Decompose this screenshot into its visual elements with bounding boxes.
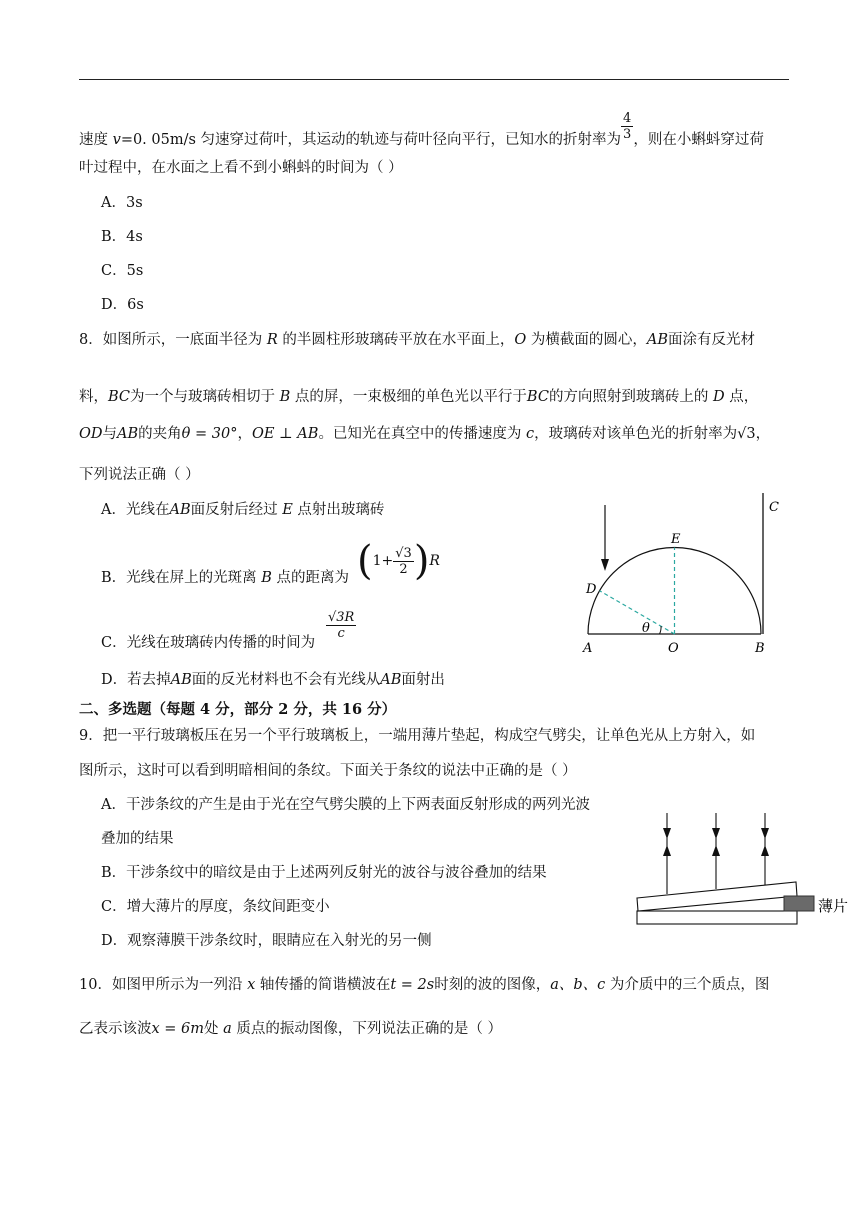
option-text: A．光线在 <box>101 502 170 518</box>
oe-perp-ab: OE ⊥ AB <box>251 426 319 442</box>
down-arrow-icon <box>712 828 720 839</box>
q8-text: 。已知光在真空中的传播速度为 <box>318 426 527 442</box>
label-b: B <box>755 641 765 656</box>
fraction-denominator: 2 <box>399 561 408 577</box>
q8-text: ， <box>755 426 771 442</box>
q8-text: 8．如图所示，一底面半径为 <box>79 332 267 348</box>
q8-text: 点的屏，一束极细的单色光以平行于 <box>290 389 527 405</box>
q7-text: =0. 05m/s 匀速穿过荷叶，其运动的轨迹与荷叶径向平行，已知水的折射率为 <box>120 132 622 148</box>
header-rule <box>79 79 789 80</box>
q8-line1 <box>79 330 755 350</box>
bc-symbol: BC <box>526 389 549 405</box>
q7-option-c[interactable]: C．5s <box>101 263 144 279</box>
fraction-numerator: √3R <box>328 610 355 625</box>
q8-text: ， <box>237 426 252 442</box>
q9-air-wedge-figure <box>632 808 854 930</box>
fraction-denominator: c <box>337 626 345 641</box>
ab-symbol: AB <box>170 672 192 688</box>
q8-text: 为一个与玻璃砖相切于 <box>130 389 280 405</box>
q10-text: 时刻的波的图像， <box>434 977 551 993</box>
q9-option-a-line1[interactable]: A．干涉条纹的产生是由于光在空气劈尖膜的上下两表面反射形成的两列光波 <box>101 797 590 813</box>
d-symbol: D <box>713 389 725 405</box>
position-equation: x = 6m <box>151 1021 205 1037</box>
q10-text: 质点的振动图像，下列说法正确的是（ ） <box>231 1021 503 1037</box>
q8-option-c[interactable] <box>101 633 315 653</box>
q10-text: 乙表示该波 <box>79 1021 152 1037</box>
q10-text: 为介质中的三个质点，图 <box>605 977 770 993</box>
q8-line3 <box>79 424 770 444</box>
option-text: 面的反光材料也不会有光线从 <box>191 672 381 688</box>
q8-text: ，玻璃砖对该单色光的折射率为 <box>534 426 738 442</box>
q8-text: 的方向照射到玻璃砖上的 <box>548 389 714 405</box>
q10-line1 <box>79 975 769 995</box>
q8-semicircle-figure <box>575 485 785 660</box>
radius-symbol: R <box>266 332 278 348</box>
q7-option-d[interactable]: D．6s <box>101 297 144 313</box>
od-symbol: OD <box>79 426 103 442</box>
c-symbol: c <box>526 426 535 442</box>
points-abc: a、b、c <box>550 977 606 993</box>
ab-symbol: AB <box>646 332 669 348</box>
option-b-expression <box>357 538 440 584</box>
down-arrow-icon <box>663 828 671 839</box>
fraction-numerator: √3 <box>395 545 412 561</box>
light-ray-1 <box>663 813 671 894</box>
q7-line1 <box>79 110 764 150</box>
sqrt3-value: √3 <box>737 426 756 442</box>
q8-text: 面涂有反光材 <box>668 332 756 348</box>
q8-line4: 下列说法正确（ ） <box>79 467 200 483</box>
q8-text: 与 <box>102 426 118 442</box>
q9-line2: 图所示，这时可以看到明暗相间的条纹。下面关于条纹的说法中正确的是（ ） <box>79 763 577 779</box>
fraction-numerator: 4 <box>623 110 632 126</box>
fraction-denominator: 3 <box>623 126 632 142</box>
q10-text: 轴传播的简谐横波在 <box>255 977 391 993</box>
q8-text: 为横截面的圆心， <box>526 332 647 348</box>
x-symbol: x <box>247 977 256 993</box>
a-symbol: a <box>223 1021 232 1037</box>
option-text: B．光线在屏上的光斑离 <box>101 570 262 586</box>
label-theta: θ <box>642 621 650 636</box>
q9-line1: 9．把一平行玻璃板压在另一个平行玻璃板上，一端用薄片垫起，构成空气劈尖，让单色光从上方射入，如 <box>79 728 756 744</box>
top-glass-plate <box>637 882 797 911</box>
q10-text: 处 <box>204 1021 224 1037</box>
incident-ray-arrow-icon <box>601 559 609 571</box>
ab-symbol: AB <box>169 502 191 518</box>
bottom-glass-plate <box>637 911 797 924</box>
q7-option-a[interactable]: A．3s <box>101 195 143 211</box>
light-ray-2 <box>712 813 720 889</box>
option-text: 点的距离为 <box>271 570 350 586</box>
q8-text: 点， <box>724 389 759 405</box>
e-symbol: E <box>282 502 293 518</box>
v-symbol: v <box>112 132 121 148</box>
left-paren: ( <box>357 538 373 584</box>
section-heading-multiple-choice: 二、多选题（每题 4 分，部分 2 分，共 16 分） <box>79 701 397 718</box>
one-plus: 1+ <box>372 553 394 569</box>
up-arrow-icon <box>663 845 671 856</box>
option-c-fraction <box>326 610 356 641</box>
refractive-index-fraction <box>621 111 633 142</box>
sqrt3-over-2 <box>393 546 414 577</box>
label-e: E <box>671 532 681 547</box>
q8-text: 的半圆柱形玻璃砖平放在水平面上， <box>277 332 515 348</box>
label-a: A <box>583 641 593 656</box>
q7-option-b[interactable]: B．4s <box>101 229 143 245</box>
theta-angle-arc <box>660 626 662 634</box>
up-arrow-icon <box>712 845 720 856</box>
q8-option-b[interactable] <box>101 568 349 588</box>
ab-symbol: AB <box>380 672 402 688</box>
option-text: 面射出 <box>401 672 445 688</box>
q8-option-a[interactable] <box>101 500 384 520</box>
time-equation: t = 2s <box>390 977 435 993</box>
light-ray-3 <box>761 813 769 885</box>
q8-text: 的夹角 <box>138 426 182 442</box>
q7-text: ，则在小蝌蚪穿过荷 <box>633 132 764 148</box>
sqrt3r-over-c <box>326 610 356 641</box>
radius-symbol: R <box>429 553 440 569</box>
label-c: C <box>769 500 779 515</box>
q7-line2: 叶过程中，在水面之上看不到小蝌蚪的时间为（ ） <box>79 160 403 176</box>
label-o: O <box>668 641 679 656</box>
q8-option-d[interactable] <box>101 670 445 690</box>
q7-text: 速度 <box>79 132 113 148</box>
thin-sheet-label: 薄片 <box>818 897 849 915</box>
q9-option-c[interactable]: C．增大薄片的厚度，条纹间距变小 <box>101 899 330 915</box>
bc-symbol: BC <box>108 389 131 405</box>
q8-text: 料， <box>79 389 108 405</box>
down-arrow-icon <box>761 828 769 839</box>
q8-line2 <box>79 387 758 407</box>
option-text: 点射出玻璃砖 <box>292 502 385 518</box>
option-text: D．若去掉 <box>101 672 171 688</box>
center-symbol: O <box>514 332 527 348</box>
up-arrow-icon <box>761 845 769 856</box>
q9-option-d[interactable]: D．观察薄膜干涉条纹时，眼睛应在入射光的另一侧 <box>101 933 432 949</box>
theta-equation: θ = 30° <box>181 426 238 442</box>
od-dashed-line <box>600 591 675 634</box>
label-d: D <box>586 582 597 597</box>
option-text: C．光线在玻璃砖内传播的时间为 <box>101 635 316 651</box>
ab-symbol: AB <box>117 426 139 442</box>
q10-line2 <box>79 1019 502 1039</box>
q9-option-a-line2: 叠加的结果 <box>101 831 174 847</box>
thin-sheet <box>784 896 814 911</box>
option-text: 面反射后经过 <box>190 502 283 518</box>
q10-text: 10．如图甲所示为一列沿 <box>79 977 248 993</box>
q9-option-b[interactable]: B．干涉条纹中的暗纹是由于上述两列反射光的波谷与波谷叠加的结果 <box>101 865 547 881</box>
right-paren: ) <box>413 538 430 584</box>
b-symbol: B <box>261 570 272 586</box>
b-symbol: B <box>279 389 291 405</box>
